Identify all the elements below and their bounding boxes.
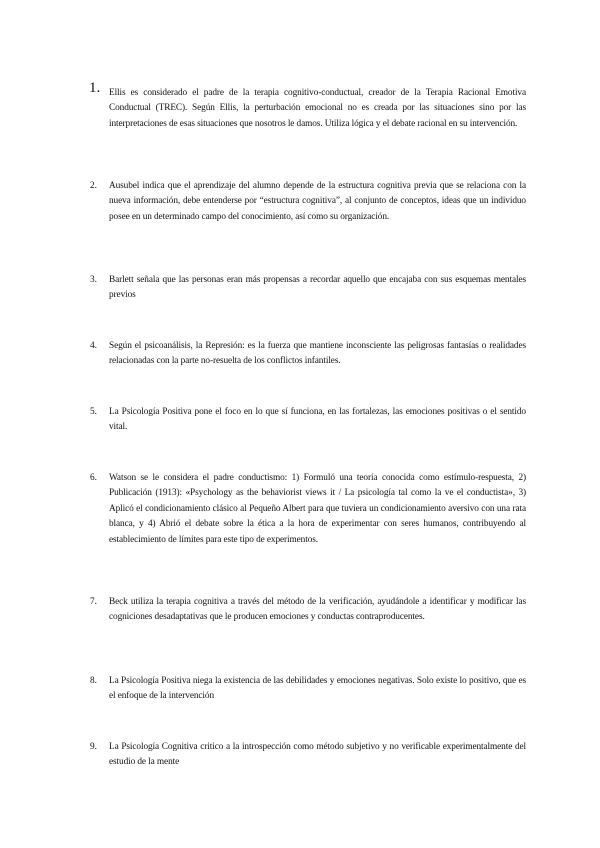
item-text: Barlett señala que las personas eran más propensas a recordar aquello que encajaba con sus esquemas mentales previos: [109, 275, 526, 301]
item-number: 9.: [90, 742, 97, 752]
item-number: 3.: [90, 275, 97, 285]
item-number: 2.: [90, 181, 97, 191]
item-text: Beck utiliza la terapia cognitiva a través del método de la verificación, ayudándole a identificar y modificar las cogniciones desadaptativas que le producen emociones y conductas contraproducentes.: [109, 597, 526, 623]
item-number: 6.: [90, 473, 97, 483]
item-number: 5.: [90, 407, 97, 417]
item-text: Ausubel indica que el aprendizaje del alumno depende de la estructura cognitiva previa que se relaciona con la nueva información, debe entenderse por “estructura cognitiva”, al conjunto de conceptos, ideas que un individuo posee en un determinado campo del conocimiento, así como su organización.: [109, 181, 526, 222]
item-text: Ellis es considerado el padre de la terapia cognitivo-conductual, creador de la Terapia Racional Emotiva Conductual (TREC). Según Ellis, la perturbación emocional no es creada por las situaciones sino por las interpretaciones de esas situaciones que nosotros le damos. Utiliza lógica y el debate racional en su intervención.: [109, 88, 526, 129]
item-number: 8.: [90, 676, 97, 686]
item-text: La Psicología Cognitiva critico a la introspección como método subjetivo y no verificable experimentalmente del estudio de la mente: [109, 742, 526, 768]
item-text: Watson se le considera el padre conductismo: 1) Formuló una teoría conocida como estímulo-respuesta, 2) Publicación (1913): «Psychology as the behaviorist views it / La psicología tal como la ve el conductista», 3) Aplicó el condicionamiento clásico al Pequeño Albert para que tuviera un condicionamiento aversivo con una rata blanca, y 4) Abrió el debate sobre la ética a la hora de experimentar con seres humanos, contribuyendo al establecimiento de límites para este tipo de experimentos.: [109, 473, 526, 545]
item-text: Según el psicoanálisis, la Represión: es la fuerza que mantiene inconsciente las peligrosas fantasías o realidades relacionadas con la parte no-resuelta de los conflictos infantiles.: [109, 341, 526, 367]
item-number: 7.: [90, 597, 97, 607]
item-text: La Psicología Positiva pone el foco en lo que sí funciona, en las fortalezas, las emociones positivas o el sentido vital.: [109, 407, 526, 433]
item-text: La Psicología Positiva niega la existencia de las debilidades y emociones negativas. Solo existe lo positivo, que es el enfoque de la intervención: [109, 676, 526, 702]
item-number: 4.: [90, 341, 97, 351]
item-number: 1.: [89, 80, 101, 96]
